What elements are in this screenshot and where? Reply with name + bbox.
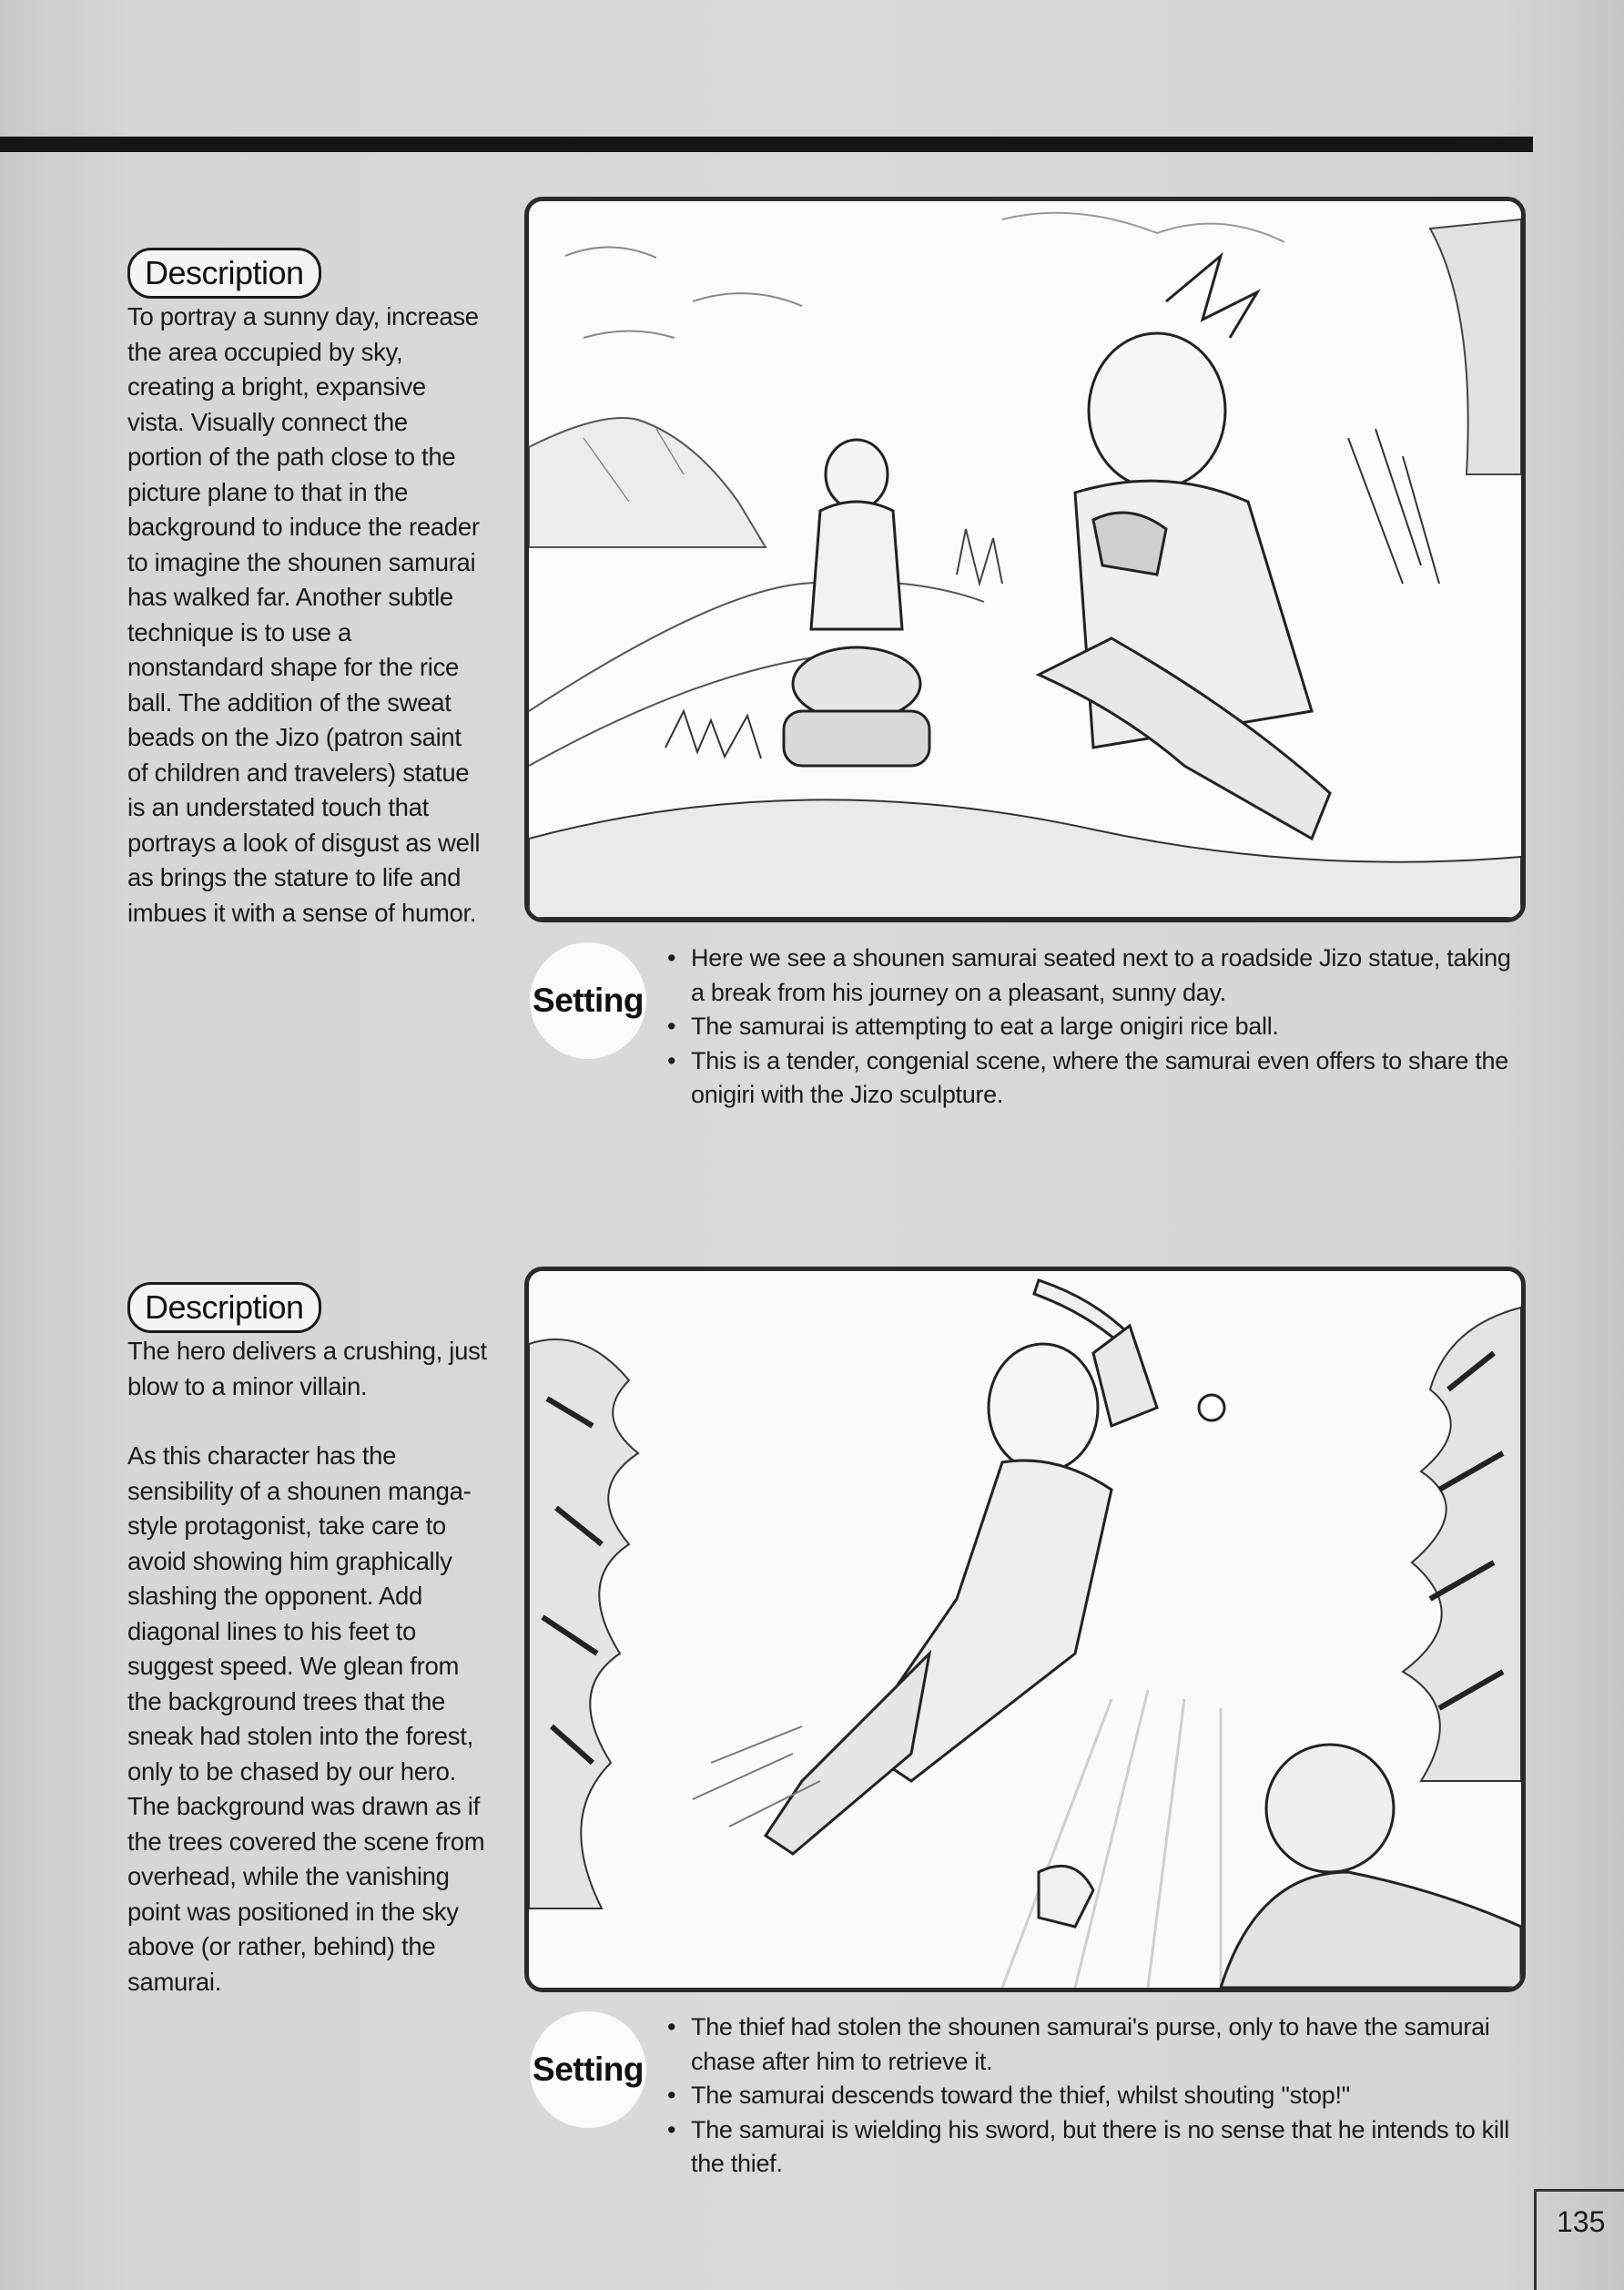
description-paragraph: As this character has the sensibility of a shounen manga-style protagonist, take care to avoid showing him graphically slashing the opponent. Add diagonal lines to his feet to suggest speed. We glean from the background trees that the sneak had stolen into the forest, only to be chased by our hero. The background was drawn as if the trees covered the scene from overhead, while the vanishing point was positioned in the sky above (or rather, behind) the samurai. xyxy=(127,1441,485,1996)
setting-badge: Setting xyxy=(530,942,646,1059)
setting-list xyxy=(667,941,1528,1113)
description-text xyxy=(127,1334,487,2000)
illustration-samurai-with-jizo xyxy=(524,197,1526,922)
page-number: 135 xyxy=(1557,2205,1606,2238)
setting-bullet: • The samurai is wielding his sword, but there is no sense that he intends to kill the thief. xyxy=(667,2113,1528,2182)
page-number-box xyxy=(1534,2189,1624,2290)
setting-list xyxy=(667,2010,1528,2182)
description-paragraph: The hero delivers a crushing, just blow to a minor villain. xyxy=(127,1337,487,1400)
setting-badge: Setting xyxy=(530,2011,646,2128)
top-rule xyxy=(0,137,1533,152)
setting-bullet: • This is a tender, congenial scene, where the samurai even offers to share the onigiri with the Jizo sculpture. xyxy=(667,1044,1528,1113)
description-paragraph: To portray a sunny day, increase the area occupied by sky, creating a bright, expansive vista. Visually connect the portion of the path close to the picture plane to that in the background to induce the reader to imagine the shounen samurai has walked far. Another subtle technique is to use a nonstandard shape for the rice ball. The addition of the sweat beads on the Jizo (patron saint of children and travelers) statue is an understated touch that portrays a look of disgust as well as brings the stature to life and imbues it with a sense of humor. xyxy=(127,302,481,927)
description-label: Description xyxy=(127,248,321,299)
setting-bullet: • Here we see a shounen samurai seated next to a roadside Jizo statue, taking a break from his journey on a pleasant, sunny day. xyxy=(667,941,1528,1010)
description-text xyxy=(127,300,487,931)
setting-bullet: • The samurai descends toward the thief, whilst shouting "stop!" xyxy=(667,2079,1528,2113)
setting-bullet: • The thief had stolen the shounen samurai's purse, only to have the samurai chase after him to retrieve it. xyxy=(667,2010,1528,2079)
description-label: Description xyxy=(127,1282,321,1333)
illustration-samurai-attack xyxy=(524,1267,1526,1992)
setting-bullet: • The samurai is attempting to eat a large onigiri rice ball. xyxy=(667,1010,1528,1044)
